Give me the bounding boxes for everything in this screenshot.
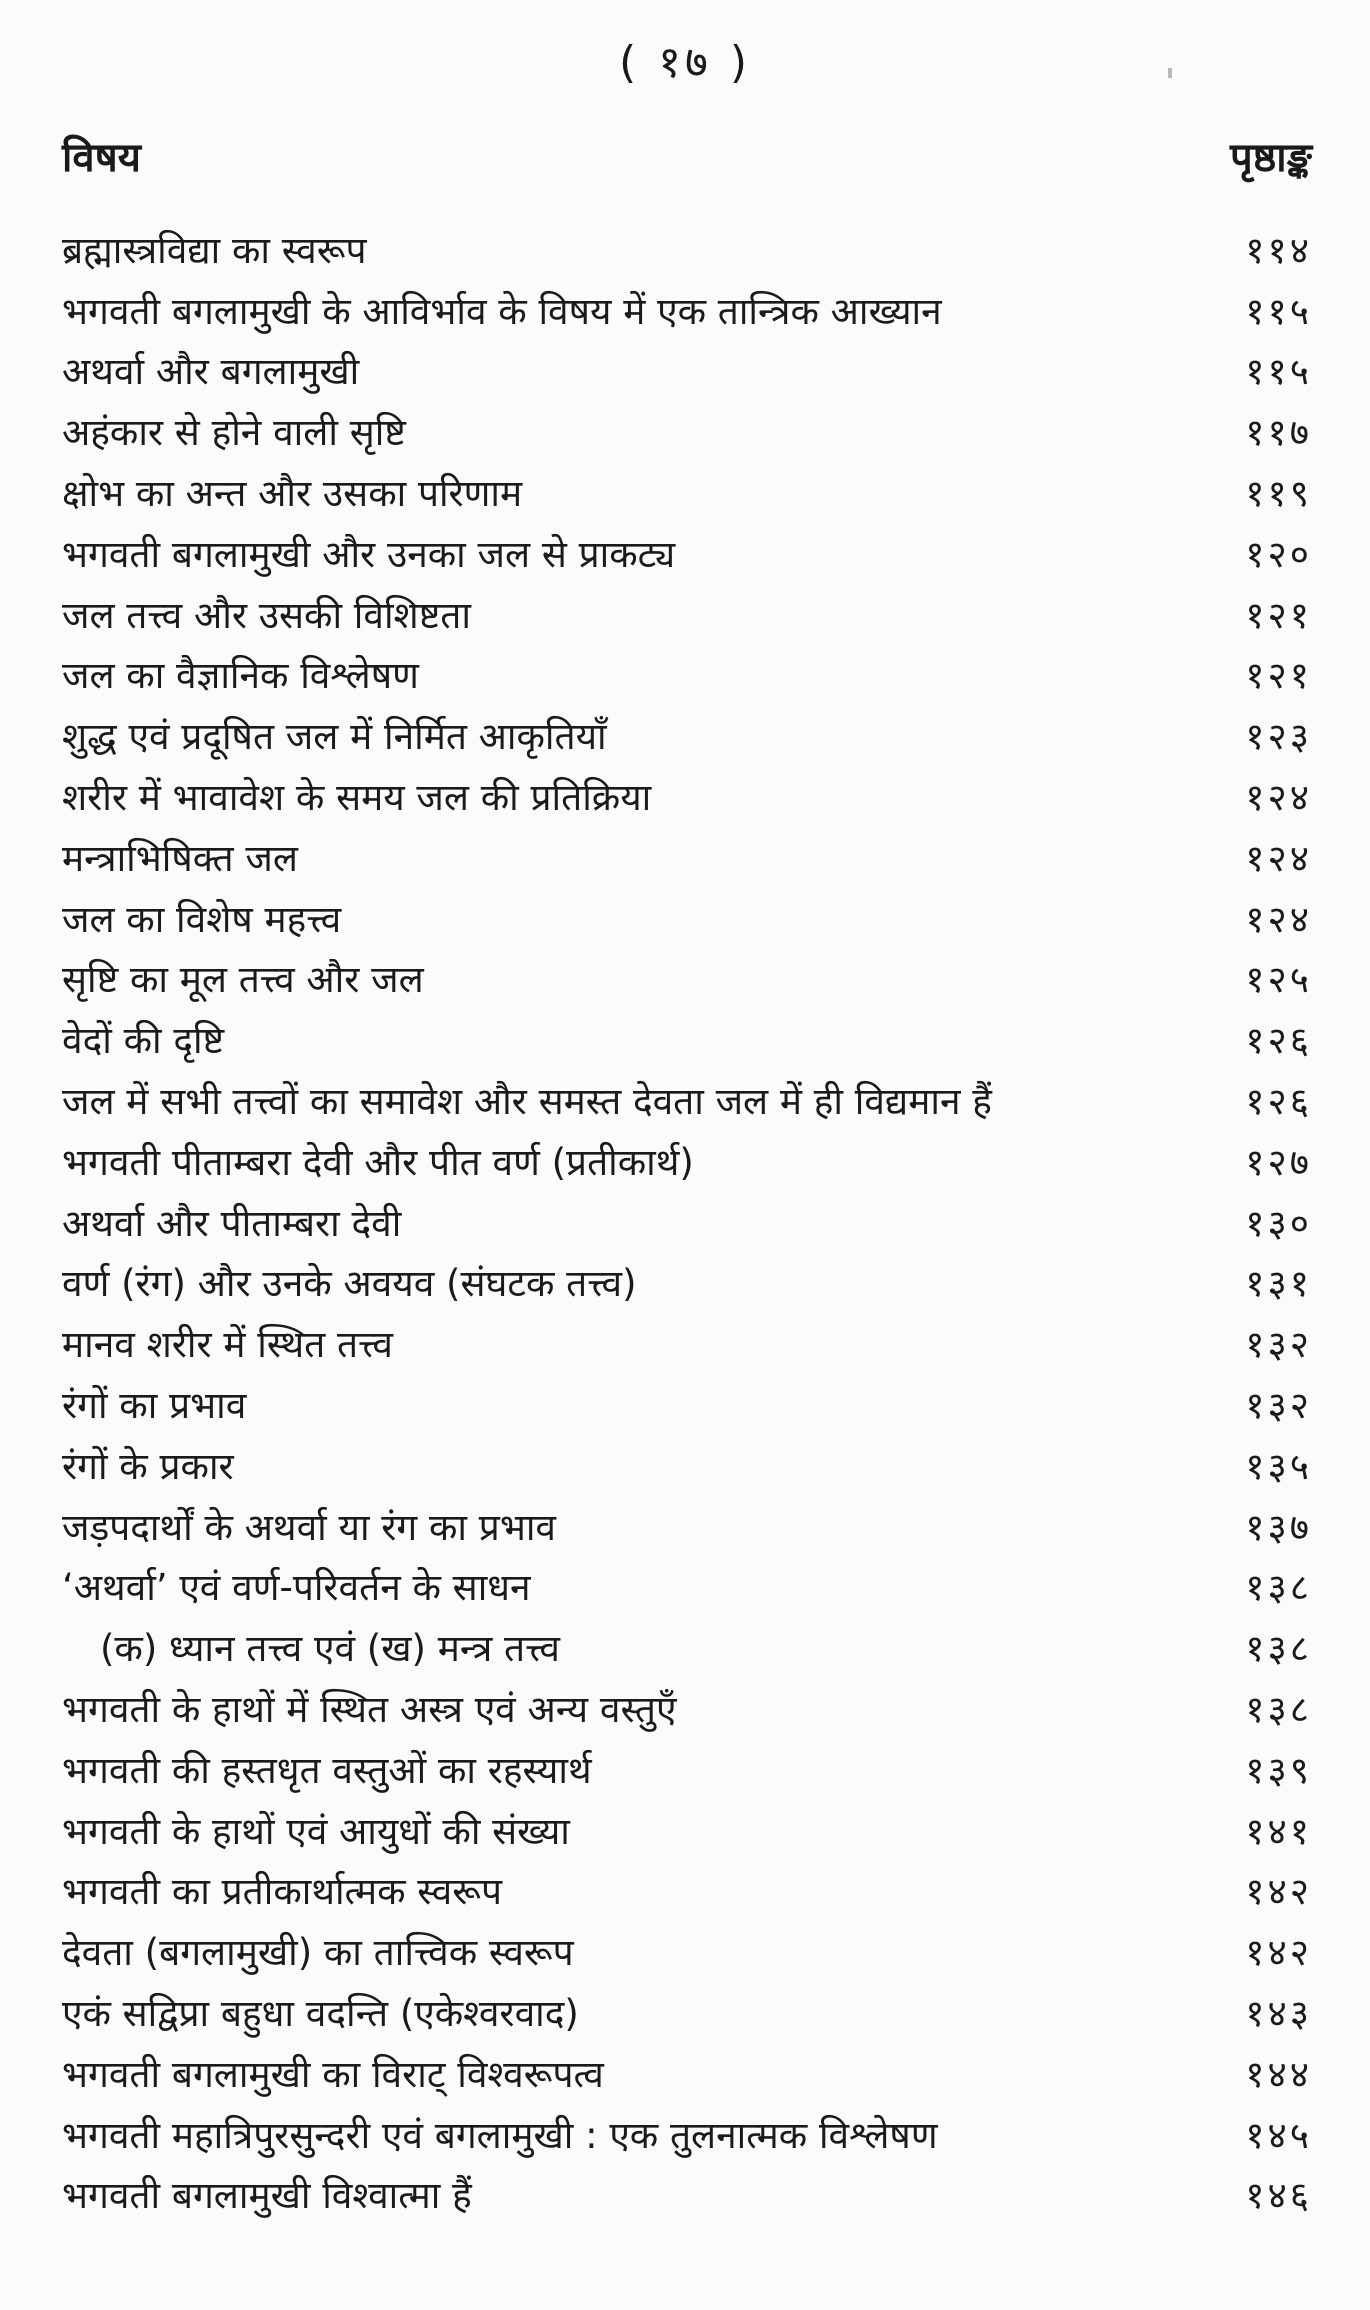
toc-entry-title: जल का वैज्ञानिक विश्लेषण <box>62 654 419 698</box>
toc-entry-title: भगवती के हाथों में स्थित अस्त्र एवं अन्य वस्तुएँ <box>62 1688 677 1732</box>
toc-entry-page: १३० <box>1245 1201 1312 1245</box>
toc-row <box>62 765 1312 826</box>
toc-row <box>62 1191 1312 1252</box>
toc-entry-title: भगवती बगलामुखी के आविर्भाव के विषय में एक तान्त्रिक आख्यान <box>62 289 942 333</box>
toc-entry-title: जल में सभी तत्त्वों का समावेश और समस्त देवता जल में ही विद्यमान हैं <box>62 1080 992 1124</box>
page-number: ( १७ ) <box>618 37 752 88</box>
toc-row <box>62 1008 1312 1069</box>
toc-entry-page: १२६ <box>1245 1080 1312 1124</box>
toc-row <box>62 948 1312 1009</box>
toc-entry-page: १३८ <box>1245 1627 1312 1671</box>
toc-row <box>62 1677 1312 1738</box>
toc-row <box>62 1860 1312 1921</box>
toc-row <box>62 218 1312 279</box>
scan-speck <box>1168 68 1172 78</box>
toc-entry-page: १३८ <box>1245 1688 1312 1732</box>
toc-entry-title: भगवती के हाथों एवं आयुधों की संख्या <box>62 1809 570 1853</box>
toc-entry-page: १२४ <box>1245 897 1312 941</box>
toc-entry-page: १३२ <box>1245 1384 1312 1428</box>
toc-entry-page: १४६ <box>1245 2174 1312 2218</box>
toc-entry-title: वर्ण (रंग) और उनके अवयव (संघटक तत्त्व) <box>62 1262 637 1306</box>
toc-row <box>62 1312 1312 1373</box>
toc-row <box>62 704 1312 765</box>
toc-row <box>62 583 1312 644</box>
toc-entry-title: सृष्टि का मूल तत्त्व और जल <box>62 958 424 1002</box>
toc-row <box>62 400 1312 461</box>
toc-entry-title: (क) ध्यान तत्त्व एवं (ख) मन्त्र तत्त्व <box>100 1627 560 1671</box>
toc-entry-title: जल तत्त्व और उसकी विशिष्टता <box>62 593 471 637</box>
toc-entry-page: १४४ <box>1245 2052 1312 2096</box>
toc-entry-title: भगवती बगलामुखी का विराट् विश्वरूपत्व <box>62 2052 604 2096</box>
toc-row <box>62 340 1312 401</box>
toc-entry-title: भगवती की हस्तधृत वस्तुओं का रहस्यार्थ <box>62 1748 592 1792</box>
toc-entry-page: १२४ <box>1245 776 1312 820</box>
subject-heading: विषय <box>62 135 141 181</box>
toc-row <box>62 1495 1312 1556</box>
toc-entry-page: १४३ <box>1245 1992 1312 2035</box>
toc-entry-title: मानव शरीर में स्थित तत्त्व <box>62 1323 393 1367</box>
toc-entry-page: १३९ <box>1245 1748 1312 1792</box>
toc-row <box>62 522 1312 583</box>
toc-entry-page: १३५ <box>1245 1444 1312 1488</box>
toc-row <box>62 2103 1312 2164</box>
toc-entry-page: १४५ <box>1245 2113 1312 2157</box>
toc-row <box>62 1799 1312 1860</box>
toc-row <box>62 1616 1312 1677</box>
toc-entry-page: १४२ <box>1245 1931 1312 1975</box>
table-of-contents <box>62 218 1312 2224</box>
toc-entry-page: ११७ <box>1245 411 1312 455</box>
toc-entry-page: ११४ <box>1245 228 1312 272</box>
toc-row <box>62 1069 1312 1130</box>
toc-entry-page: १४१ <box>1245 1809 1312 1853</box>
toc-entry-title: एकं सद्विप्रा बहुधा वदन्ति (एकेश्वरवाद) <box>62 1992 579 2035</box>
toc-entry-page: ११९ <box>1245 472 1312 516</box>
toc-entry-page: १३८ <box>1245 1566 1312 1610</box>
toc-header <box>62 128 1312 183</box>
toc-entry-title: देवता (बगलामुखी) का तात्त्विक स्वरूप <box>62 1931 574 1975</box>
toc-row <box>62 1738 1312 1799</box>
toc-row <box>62 1556 1312 1617</box>
toc-entry-title: भगवती महात्रिपुरसुन्दरी एवं बगलामुखी : एक तुलनात्मक विश्लेषण <box>62 2113 938 2157</box>
toc-entry-title: भगवती बगलामुखी विश्वात्मा हैं <box>62 2174 472 2218</box>
toc-row <box>62 461 1312 522</box>
toc-entry-title: भगवती पीताम्बरा देवी और पीत वर्ण (प्रतीकार्थ) <box>62 1140 694 1184</box>
toc-entry-page: १२१ <box>1245 654 1312 698</box>
toc-entry-page: १२५ <box>1245 958 1312 1002</box>
toc-entry-title: क्षोभ का अन्त और उसका परिणाम <box>62 472 523 516</box>
toc-entry-page: १२६ <box>1245 1019 1312 1063</box>
toc-row <box>62 1130 1312 1191</box>
toc-entry-page: ११५ <box>1245 289 1312 333</box>
toc-entry-title: रंगों के प्रकार <box>62 1444 234 1488</box>
toc-entry-title: वेदों की दृष्टि <box>62 1019 225 1063</box>
toc-entry-title: शुद्ध एवं प्रदूषित जल में निर्मित आकृतियाँ <box>62 715 607 759</box>
toc-entry-title: भगवती बगलामुखी और उनका जल से प्राकट्य <box>62 532 676 576</box>
toc-row <box>62 887 1312 948</box>
toc-row <box>62 1252 1312 1313</box>
toc-entry-title: अथर्वा और पीताम्बरा देवी <box>62 1201 402 1245</box>
toc-row <box>62 1920 1312 1981</box>
toc-entry-title: भगवती का प्रतीकार्थात्मक स्वरूप <box>62 1870 502 1914</box>
toc-entry-page: ११५ <box>1245 350 1312 394</box>
toc-entry-title: जल का विशेष महत्त्व <box>62 897 342 941</box>
toc-entry-title: शरीर में भावावेश के समय जल की प्रतिक्रिया <box>62 776 652 820</box>
toc-row <box>62 2042 1312 2103</box>
toc-entry-title: ‘अथर्वा’ एवं वर्ण-परिवर्तन के साधन <box>62 1566 531 1610</box>
toc-entry-page: १२४ <box>1245 836 1312 880</box>
toc-row <box>62 644 1312 705</box>
toc-entry-title: अथर्वा और बगलामुखी <box>62 350 360 394</box>
toc-entry-page: १३२ <box>1245 1323 1312 1367</box>
toc-entry-page: १३१ <box>1245 1262 1312 1306</box>
toc-row <box>62 279 1312 340</box>
toc-entry-page: १२३ <box>1245 715 1312 759</box>
page-heading: पृष्ठाङ्क <box>1230 135 1312 181</box>
toc-entry-page: १२७ <box>1245 1140 1312 1184</box>
toc-entry-title: जड़पदार्थों के अथर्वा या रंग का प्रभाव <box>62 1505 556 1549</box>
toc-row <box>62 1981 1312 2042</box>
toc-entry-title: रंगों का प्रभाव <box>62 1384 247 1428</box>
toc-entry-title: अहंकार से होने वाली सृष्टि <box>62 411 406 455</box>
toc-entry-title: ब्रह्मास्त्रविद्या का स्वरूप <box>62 228 367 272</box>
toc-row <box>62 2164 1312 2225</box>
toc-entry-page: १४२ <box>1245 1870 1312 1914</box>
toc-row <box>62 1373 1312 1434</box>
toc-row <box>62 826 1312 887</box>
toc-entry-page: १३७ <box>1245 1505 1312 1549</box>
toc-row <box>62 1434 1312 1495</box>
toc-entry-title: मन्त्राभिषिक्त जल <box>62 836 298 880</box>
toc-entry-page: १२१ <box>1245 593 1312 637</box>
toc-entry-page: १२० <box>1245 532 1312 576</box>
